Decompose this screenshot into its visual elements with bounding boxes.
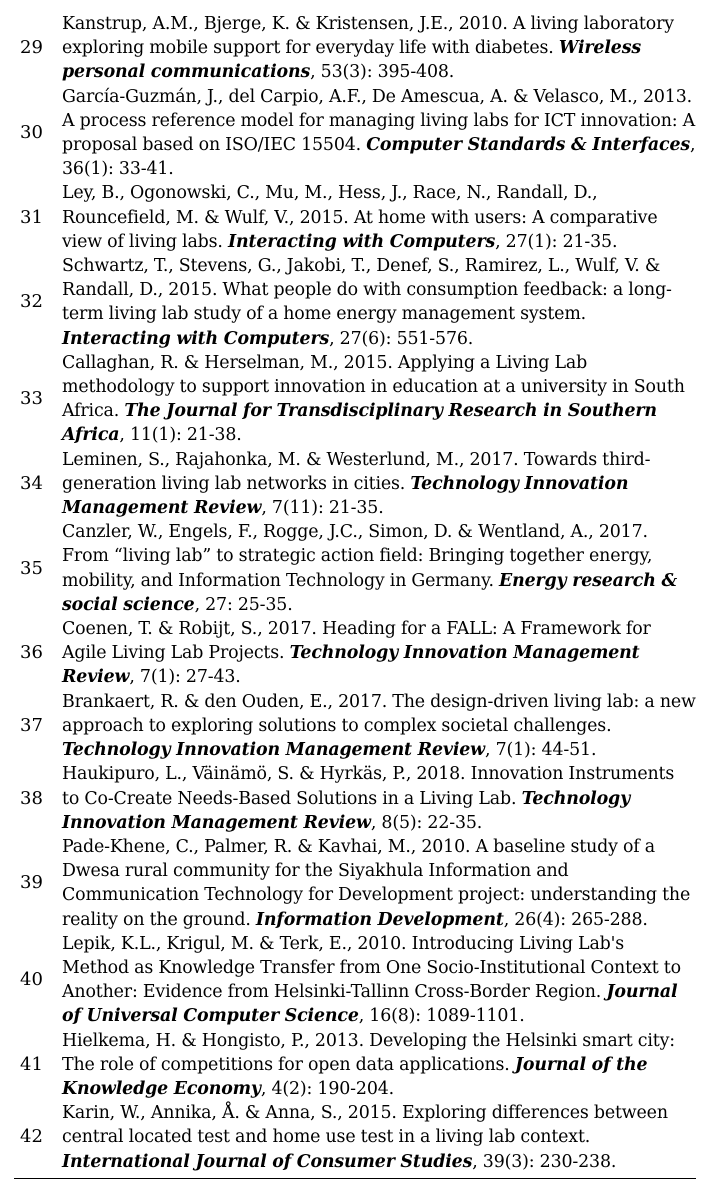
reference-details: , 7(11): 21-35. — [261, 498, 384, 519]
reference-text — [62, 932, 696, 1029]
reference-details: , 11(1): 21-38. — [119, 425, 242, 446]
reference-journal: Energy research & social science — [62, 570, 677, 615]
reference-number: 34 — [20, 472, 43, 494]
reference-authors-title: Pade-Khene, C., Palmer, R. & Kavhai, M., 2010. A baseline study of a Dwesa rural community for the Siyakhula Information and Communication Technology for Development project: understanding the reality on the ground. — [62, 836, 691, 930]
reference-number: 42 — [20, 1126, 43, 1148]
reference-entry — [14, 351, 696, 448]
reference-entry — [14, 181, 696, 254]
reference-entry — [14, 448, 696, 521]
reference-authors-title: Coenen, T. & Robijt, S., 2017. Heading for a FALL: A Framework for Agile Living Lab Projects. — [62, 619, 651, 664]
reference-details: , 4(2): 190-204. — [260, 1078, 395, 1099]
reference-authors-title: Canzler, W., Engels, F., Rogge, J.C., Simon, D. & Wentland, A., 2017. From “living lab” to strategic action field: Bringing together energy, mobility, and Information Technology in Germany. — [62, 522, 653, 591]
reference-details: , 7(1): 44-51. — [485, 740, 597, 761]
reference-text — [62, 690, 696, 763]
reference-text — [62, 85, 696, 182]
reference-entry — [14, 254, 696, 351]
reference-details: , 53(3): 395-408. — [310, 62, 455, 83]
reference-number: 37 — [20, 714, 43, 736]
reference-number: 41 — [20, 1053, 43, 1075]
reference-text — [62, 351, 696, 448]
reference-details: , 27: 25-35. — [194, 594, 293, 615]
reference-entry — [14, 932, 696, 1029]
reference-text — [62, 254, 696, 351]
reference-authors-title: Kanstrup, A.M., Bjerge, K. & Kristensen, J.E., 2010. A living laboratory exploring mobile support for everyday life with diabetes. — [62, 14, 674, 59]
reference-authors-title: Hielkema, H. & Hongisto, P., 2013. Developing the Helsinki smart city: The role of competitions for open data applications. — [62, 1030, 675, 1075]
reference-details: , 26(4): 265-288. — [503, 909, 648, 930]
reference-number: 33 — [20, 388, 43, 410]
reference-entry — [14, 85, 696, 182]
reference-authors-title: Haukipuro, L., Väinämö, S. & Hyrkäs, P., 2018. Innovation Instruments to Co-Create Needs-Based Solutions in a Living Lab. — [62, 764, 675, 809]
reference-authors-title: Karin, W., Annika, Å. & Anna, S., 2015. Exploring differences between central located test and home use test in a living lab context. — [62, 1103, 668, 1148]
reference-details: , 27(6): 551-576. — [329, 328, 474, 349]
reference-authors-title: García-Guzmán, J., del Carpio, A.F., De Amescua, A. & Velasco, M., 2013. A process reference model for managing living labs for ICT innovation: A proposal based on ISO/IEC 15504. — [62, 86, 696, 156]
reference-details: , 36(1): 33-41. — [62, 135, 696, 180]
reference-number: 40 — [20, 969, 43, 991]
reference-journal: Wireless personal communications — [62, 38, 641, 83]
reference-number: 29 — [20, 37, 43, 59]
reference-number: 31 — [20, 206, 43, 228]
reference-details: , 16(8): 1089-1101. — [358, 1006, 525, 1027]
reference-entry — [14, 12, 696, 85]
reference-text — [62, 1029, 696, 1102]
reference-journal: Interacting with Computers — [228, 231, 496, 252]
reference-journal: Interacting with Computers — [62, 328, 330, 349]
reference-number: 30 — [20, 121, 43, 143]
reference-number: 32 — [20, 291, 43, 313]
reference-number: 36 — [20, 642, 43, 664]
reference-text — [62, 617, 696, 690]
reference-list — [14, 12, 696, 1179]
reference-journal: Computer Standards & Interfaces — [366, 135, 690, 156]
reference-journal: Technology Innovation Management Review — [62, 788, 631, 833]
reference-number: 38 — [20, 787, 43, 809]
reference-entry — [14, 1101, 696, 1174]
reference-text — [62, 12, 696, 85]
reference-journal: The Journal for Transdisciplinary Research in Southern Africa — [62, 401, 657, 446]
reference-details: , 7(1): 27-43. — [129, 667, 241, 688]
reference-journal: Journal of the Knowledge Economy — [62, 1054, 648, 1099]
reference-text — [62, 181, 696, 254]
reference-text — [62, 762, 696, 835]
reference-entry — [14, 762, 696, 835]
reference-entry — [14, 1029, 696, 1102]
reference-authors-title: Leminen, S., Rajahonka, M. & Westerlund, M., 2017. Towards third-generation living lab networks in cities. — [62, 449, 651, 494]
reference-number: 39 — [20, 872, 43, 894]
reference-authors-title: Callaghan, R. & Herselman, M., 2015. Applying a Living Lab methodology to support innovation in education at a university in South Africa. — [62, 352, 685, 422]
reference-journal: International Journal of Consumer Studies — [62, 1151, 473, 1172]
reference-number: 35 — [20, 557, 43, 579]
reference-details: , 27(1): 21-35. — [495, 231, 618, 252]
reference-details: , 8(5): 22-35. — [370, 812, 483, 833]
reference-authors-title: Ley, B., Ogonowski, C., Mu, M., Hess, J., Race, N., Randall, D., Rouncefield, M. & Wulf, V., 2015. At home with users: A comparative view of living labs. — [62, 183, 658, 252]
reference-journal: Information Development — [255, 909, 504, 930]
reference-journal: Technology Innovation Management Review — [62, 740, 486, 761]
reference-entry — [14, 520, 696, 617]
reference-entry — [14, 617, 696, 690]
reference-journal: Journal of Universal Computer Science — [62, 982, 678, 1027]
reference-authors-title: Schwartz, T., Stevens, G., Jakobi, T., Denef, S., Ramirez, L., Wulf, V. & Randall, D., 2015. What people do with consumption feedback: a long-term living lab study of a home energy management system. — [62, 256, 672, 325]
reference-text — [62, 835, 696, 932]
reference-journal: Technology Innovation Management Review — [62, 473, 629, 519]
reference-entry — [14, 690, 696, 763]
reference-journal: Technology Innovation Management Review — [62, 643, 640, 688]
reference-authors-title: Lepik, K.L., Krigul, M. & Terk, E., 2010. Introducing Living Lab's Method as Knowledge Transfer from One Socio-Institutional Context to Another: Evidence from Helsinki-Tallinn Cross-Border Region. — [62, 933, 681, 1003]
reference-text — [62, 448, 696, 521]
reference-authors-title: Brankaert, R. & den Ouden, E., 2017. The design-driven living lab: a new approach to exploring solutions to complex societal challenges. — [62, 691, 696, 736]
reference-text — [62, 1101, 696, 1174]
reference-text — [62, 520, 696, 617]
reference-entry — [14, 835, 696, 932]
reference-details: , 39(3): 230-238. — [472, 1151, 617, 1172]
